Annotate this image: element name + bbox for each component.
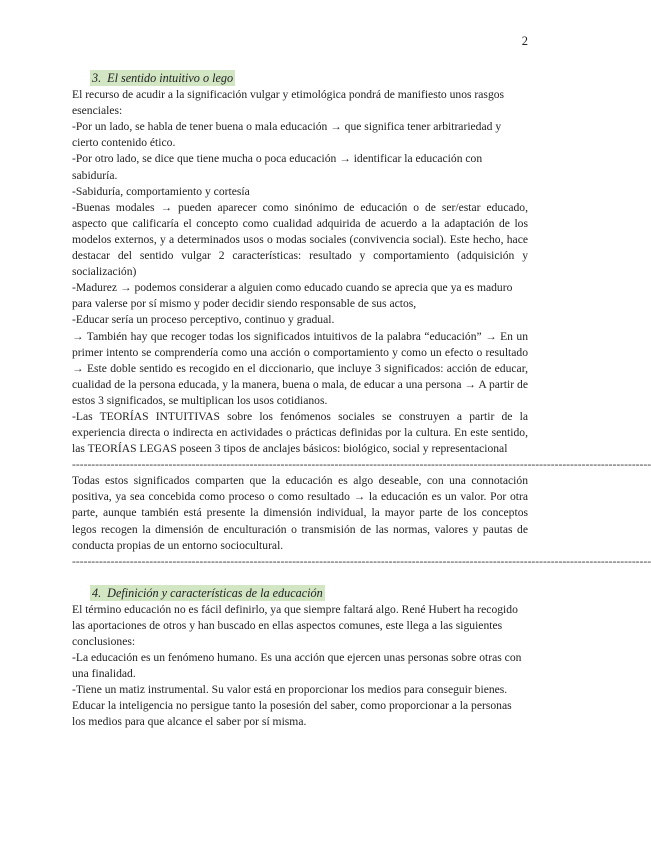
- section-4-title: Definición y características de la educación: [107, 585, 323, 600]
- divider-line: ------------------------------------------------------------------------------------------------------------------------------------------------------: [72, 458, 651, 472]
- section-3-paragraph: -Sabiduría, comportamiento y cortesía: [72, 184, 250, 198]
- section-3: [72, 70, 528, 457]
- section-4-number: 4.: [92, 585, 102, 600]
- section-3-title: El sentido intuitivo o lego: [107, 71, 234, 85]
- section-3-paragraph: -Por un lado, se habla de tener buena o mala educación → que significa tener arbitrariedad y cierto contenido ético.: [72, 120, 502, 150]
- section-3-paragraph: -Educar sería un proceso perceptivo, continuo y gradual.: [72, 313, 335, 327]
- divider-line: ------------------------------------------------------------------------------------------------------------------------------------------------------: [72, 554, 651, 568]
- section-4-paragraph: El término educación no es fácil definirlo, ya que siempre faltará algo. René Hubert ha recogido las aportaciones de otros y han buscado en ellas aspectos comunes, este llega a las siguientes conclusiones:: [72, 602, 518, 648]
- section-3-paragraph: → También hay que recoger todas los significados intuitivos de la palabra “educación” → En un primer intento se comprendería como una acción o comportamiento y como un efecto o resultado → Este doble sentido es recogido en el diccionario, que incluye 3 significados: acción de educar, cualidad de la persona educada, y la manera, buena o mala, de educar a una persona → A partir de estos 3 significados, se multiplican los usos cotidianos.: [72, 329, 528, 407]
- page-number: 2: [521, 34, 528, 48]
- section-3-paragraph: El recurso de acudir a la significación vulgar y etimológica pondrá de manifiesto unos rasgos esenciales:: [72, 88, 505, 118]
- section-3-number: 3.: [92, 71, 102, 85]
- section-4-paragraph: -Tiene un matiz instrumental. Su valor está en proporcionar los medios para conseguir bienes. Educar la inteligencia no persigue tanto la posesión del saber, como proporcionar a la personas los medios para que alcance el saber por sí misma.: [72, 683, 512, 729]
- section-3-paragraph: -Las TEORÍAS INTUITIVAS sobre los fenómenos sociales se construyen a partir de la experiencia directa o indirecta en actividades o prácticas definidas por la cultura. En este sentido, las TEORÍAS LEGAS poseen 3 tipos de anclajes básicos: biológico, social y representacional: [72, 409, 528, 456]
- section-4-heading: [90, 585, 325, 601]
- section-3-paragraph: -Madurez → podemos considerar a alguien como educado cuando se aprecia que ya es maduro para valerse por sí mismo y poder decidir siendo responsable de sus actos,: [72, 281, 513, 311]
- section-3-paragraph: -Por otro lado, se dice que tiene mucha o poca educación → identificar la educación con sabiduría.: [72, 152, 483, 182]
- section-4-paragraph: -La educación es un fenómeno humano. Es una acción que ejercen unas personas sobre otras con una finalidad.: [72, 651, 522, 681]
- document-body: [72, 70, 651, 731]
- summary-paragraph: Todas estos significados comparten que la educación es algo deseable, con una connotación positiva, ya sea concebida como proceso o como resultado → la educación es un valor. Por otra parte, aunque también está presente la dimensión individual, la mayor parte de los conceptos legos recogen la dimensión de enculturación o transmisión de las normas, valores y pautas de conducta propias de un entorno sociocultural.: [72, 474, 528, 552]
- section-3-heading: [90, 70, 235, 86]
- section-4: [72, 585, 528, 731]
- section-3-paragraph: -Buenas modales → pueden aparecer como sinónimo de educación o de ser/estar educado, aspecto que calificaría el concepto como cualidad adquirida de acuerdo a la adaptación de los modelos externos, y a determinados usos o modas sociales (convivencia social). Este hecho, hace destacar del sentido vulgar 2 características: resultado y comportamiento (adquisición y socialización): [72, 200, 528, 279]
